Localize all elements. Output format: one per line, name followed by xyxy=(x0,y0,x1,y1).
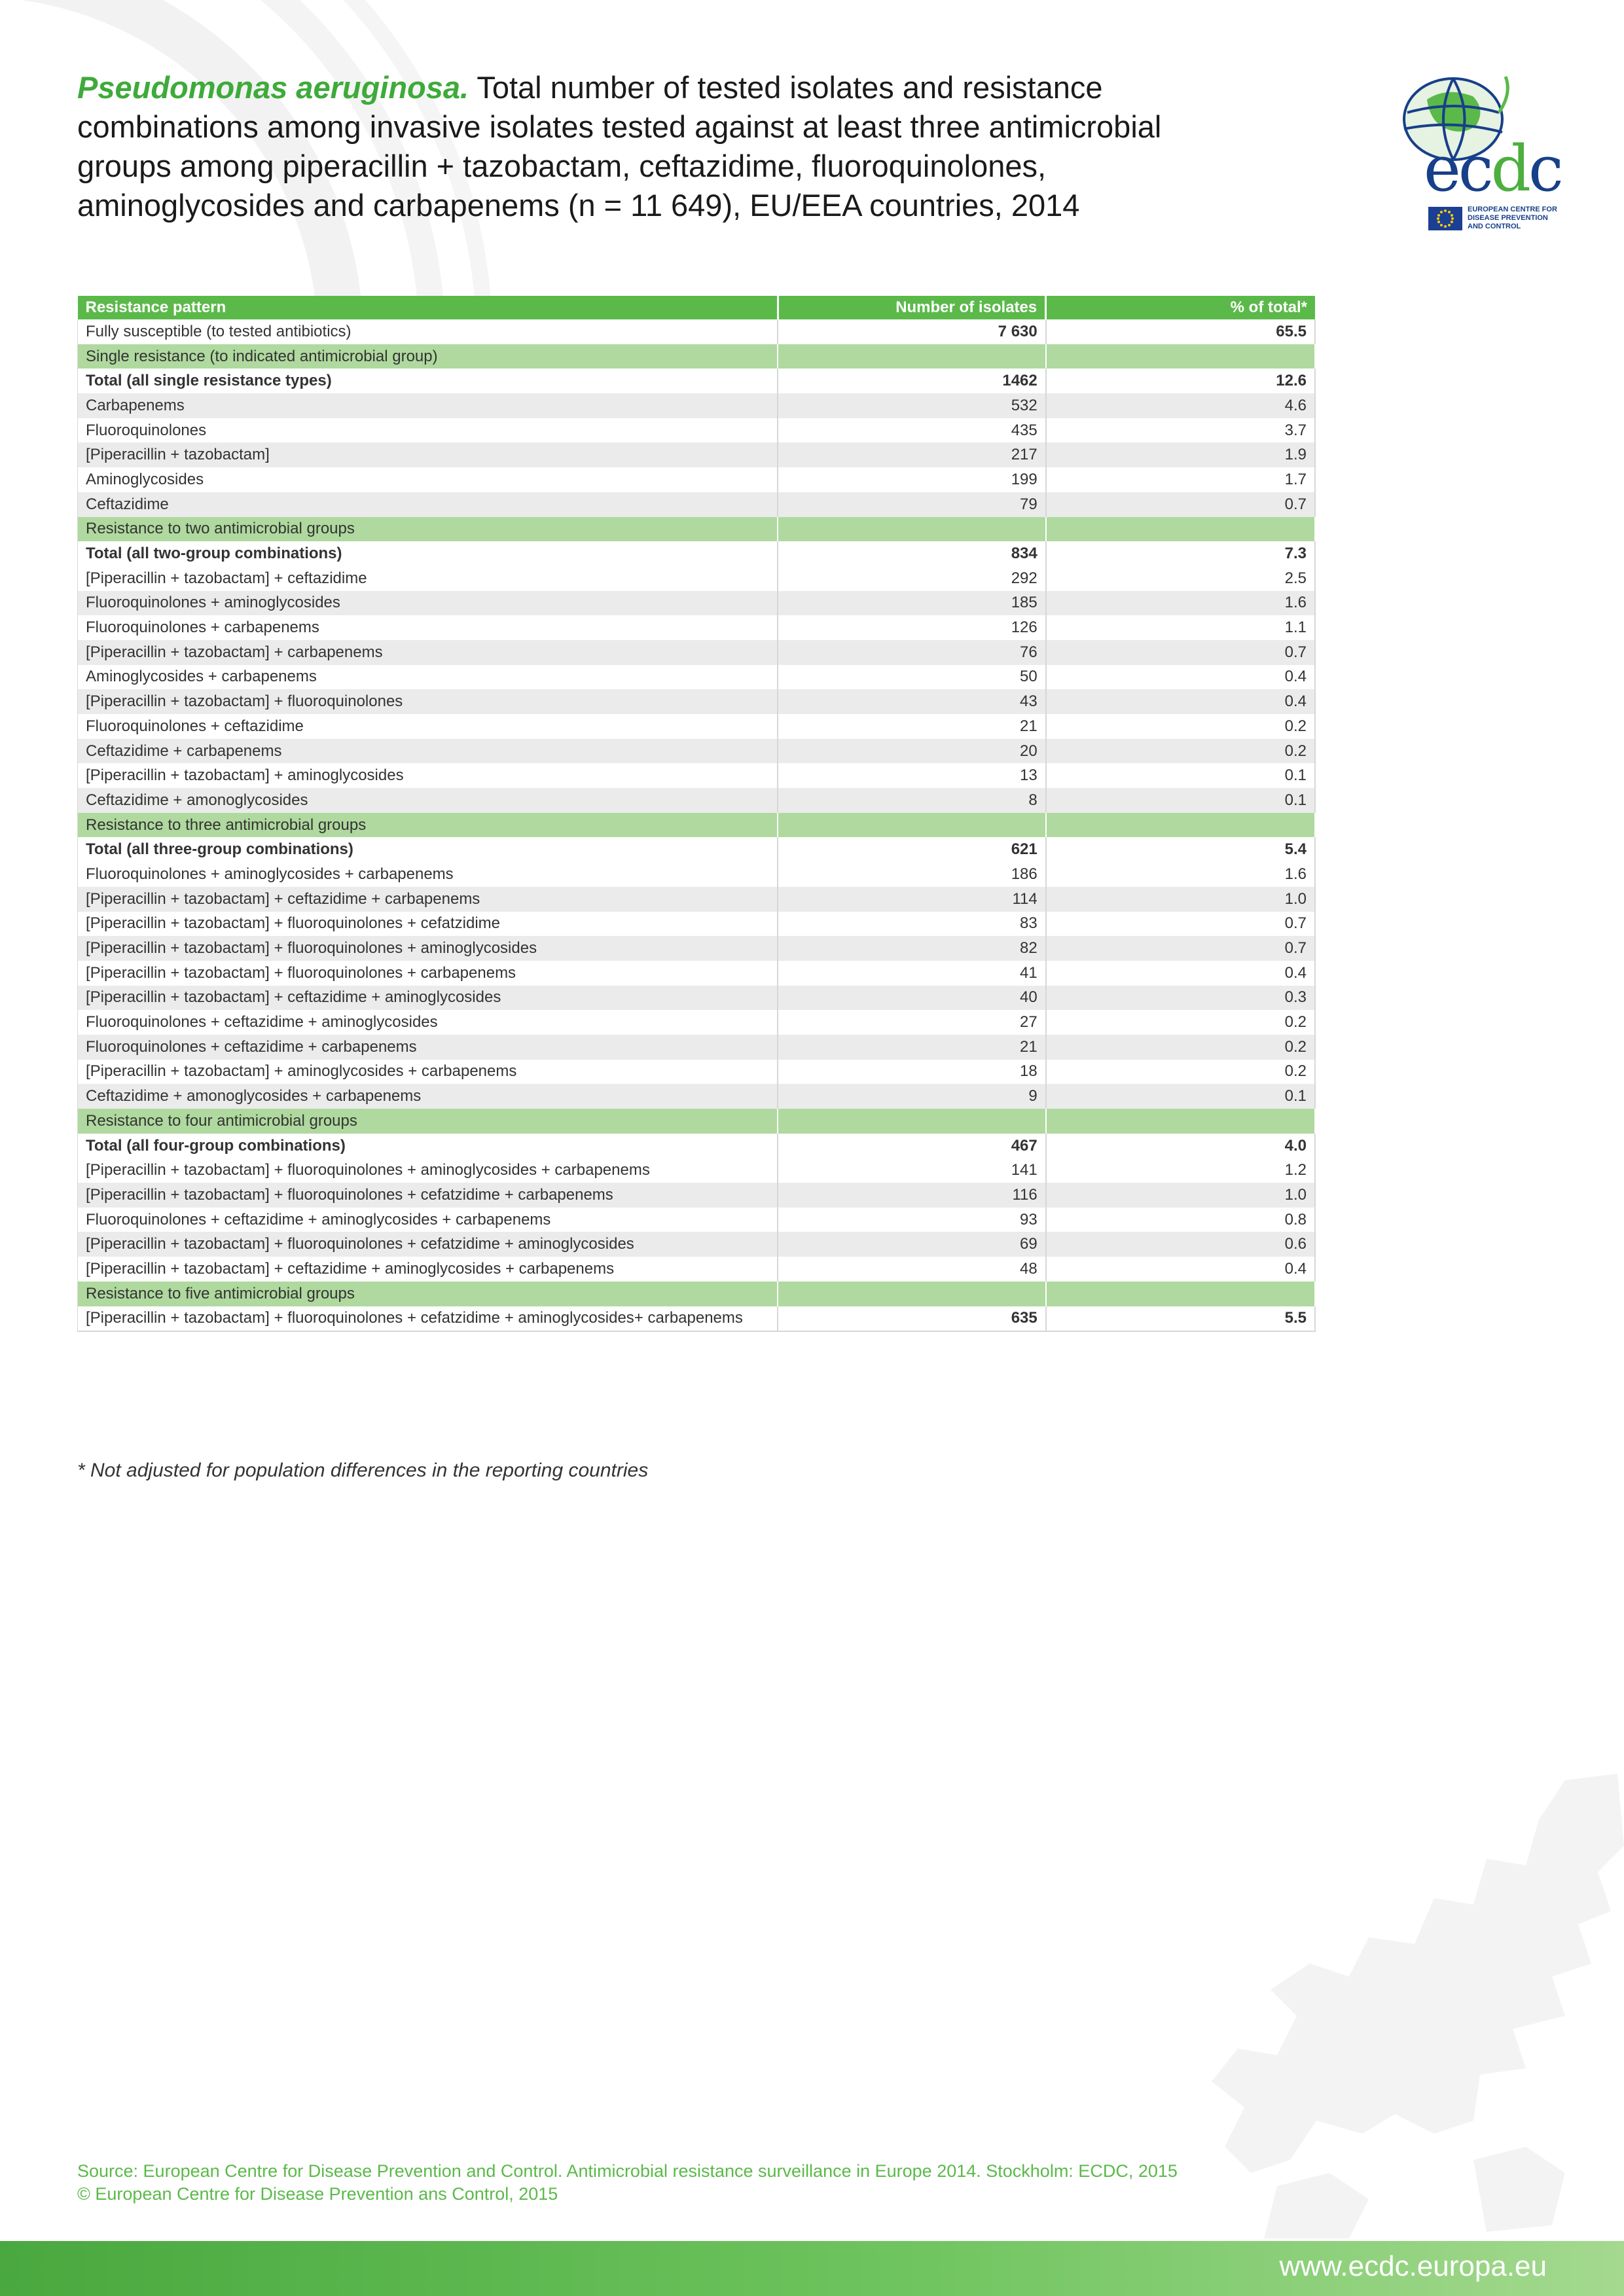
cell-percent-of-total: 0.7 xyxy=(1046,640,1315,665)
footnote: * Not adjusted for population differences in the reporting countries xyxy=(77,1460,649,1481)
cell-resistance-pattern: [Piperacillin + tazobactam] + aminoglycosides xyxy=(78,763,778,788)
cell-percent-of-total xyxy=(1046,344,1315,369)
cell-resistance-pattern: [Piperacillin + tazobactam] + aminoglycosides + carbapenems xyxy=(78,1060,778,1085)
cell-percent-of-total: 4.0 xyxy=(1046,1134,1315,1158)
table-row xyxy=(78,1084,1316,1109)
source-line: Source: European Centre for Disease Prevention and Control. Antimicrobial resistance surveillance in Europe 2014. Stockholm: ECDC, 2015 xyxy=(77,2161,1178,2181)
cell-resistance-pattern: Fluoroquinolones + aminoglycosides + carbapenems xyxy=(78,862,778,887)
cell-number-of-isolates: 8 xyxy=(778,788,1045,813)
cell-resistance-pattern: Aminoglycosides + carbapenems xyxy=(78,665,778,690)
cell-percent-of-total: 0.4 xyxy=(1046,665,1315,690)
table-row xyxy=(78,566,1316,591)
cell-percent-of-total: 65.5 xyxy=(1046,319,1315,344)
cell-percent-of-total xyxy=(1046,813,1315,838)
ecdc-wordmark: ecdc xyxy=(1424,132,1561,206)
cell-resistance-pattern: Resistance to four antimicrobial groups xyxy=(78,1109,778,1134)
ecdc-org-name: EUROPEAN CENTRE FOR DISEASE PREVENTION AND CONTROL xyxy=(1468,206,1557,230)
cell-number-of-isolates: 9 xyxy=(778,1084,1045,1109)
table-row xyxy=(78,961,1316,986)
table-row xyxy=(78,393,1316,418)
cell-resistance-pattern: Ceftazidime + amonoglycosides xyxy=(78,788,778,813)
table-row xyxy=(78,615,1316,640)
cell-percent-of-total: 5.5 xyxy=(1046,1306,1315,1332)
table-section-row xyxy=(78,1282,1316,1306)
table-row xyxy=(78,739,1316,764)
table-section-row xyxy=(78,813,1316,838)
cell-percent-of-total: 0.1 xyxy=(1046,788,1315,813)
footer-website-link[interactable]: www.ecdc.europa.eu xyxy=(1279,2250,1547,2282)
cell-number-of-isolates: 199 xyxy=(778,467,1045,492)
table-row xyxy=(78,1208,1316,1232)
cell-resistance-pattern: [Piperacillin + tazobactam] + ceftazidime + carbapenems xyxy=(78,887,778,912)
cell-resistance-pattern: Resistance to two antimicrobial groups xyxy=(78,517,778,542)
cell-percent-of-total: 0.6 xyxy=(1046,1232,1315,1257)
table-row xyxy=(78,1010,1316,1035)
table-row xyxy=(78,442,1316,467)
table-row xyxy=(78,1035,1316,1060)
cell-resistance-pattern: Fluoroquinolones + ceftazidime + aminoglycosides xyxy=(78,1010,778,1035)
cell-resistance-pattern: Ceftazidime + amonoglycosides + carbapenems xyxy=(78,1084,778,1109)
table-row xyxy=(78,986,1316,1011)
cell-resistance-pattern: [Piperacillin + tazobactam] + fluoroquinolones xyxy=(78,689,778,714)
cell-resistance-pattern: [Piperacillin + tazobactam] + ceftazidime + aminoglycosides xyxy=(78,986,778,1011)
cell-percent-of-total: 1.7 xyxy=(1046,467,1315,492)
cell-percent-of-total: 1.0 xyxy=(1046,1183,1315,1208)
cell-resistance-pattern: Fluoroquinolones + ceftazidime xyxy=(78,714,778,739)
cell-resistance-pattern: [Piperacillin + tazobactam] + fluoroquinolones + cefatzidime + aminoglycosides+ carbapenems xyxy=(78,1306,778,1332)
table-row xyxy=(78,418,1316,443)
cell-resistance-pattern: Total (all four-group combinations) xyxy=(78,1134,778,1158)
cell-number-of-isolates xyxy=(778,344,1045,369)
cell-number-of-isolates: 13 xyxy=(778,763,1045,788)
cell-percent-of-total: 4.6 xyxy=(1046,393,1315,418)
table-header-row xyxy=(78,296,1316,319)
cell-number-of-isolates: 40 xyxy=(778,986,1045,1011)
cell-number-of-isolates: 141 xyxy=(778,1158,1045,1183)
cell-percent-of-total: 0.2 xyxy=(1046,1060,1315,1085)
cell-number-of-isolates: 69 xyxy=(778,1232,1045,1257)
table-row xyxy=(78,887,1316,912)
cell-number-of-isolates xyxy=(778,1282,1045,1306)
cell-percent-of-total xyxy=(1046,517,1315,542)
cell-resistance-pattern: [Piperacillin + tazobactam] + ceftazidime + aminoglycosides + carbapenems xyxy=(78,1257,778,1282)
cell-percent-of-total: 2.5 xyxy=(1046,566,1315,591)
title-species: Pseudomonas aeruginosa. xyxy=(77,70,469,105)
table-row xyxy=(78,1306,1316,1332)
cell-resistance-pattern: Fluoroquinolones + ceftazidime + aminoglycosides + carbapenems xyxy=(78,1208,778,1232)
cell-resistance-pattern: [Piperacillin + tazobactam] + fluoroquinolones + carbapenems xyxy=(78,961,778,986)
cell-number-of-isolates: 50 xyxy=(778,665,1045,690)
cell-number-of-isolates: 76 xyxy=(778,640,1045,665)
cell-percent-of-total: 0.1 xyxy=(1046,1084,1315,1109)
table-row xyxy=(78,837,1316,862)
cell-number-of-isolates xyxy=(778,813,1045,838)
header-percent-of-total: % of total* xyxy=(1046,296,1315,319)
cell-percent-of-total: 5.4 xyxy=(1046,837,1315,862)
header-resistance-pattern: Resistance pattern xyxy=(78,296,778,319)
table-row xyxy=(78,714,1316,739)
cell-resistance-pattern: Resistance to three antimicrobial groups xyxy=(78,813,778,838)
cell-resistance-pattern: [Piperacillin + tazobactam] + fluoroquinolones + aminoglycosides xyxy=(78,936,778,961)
cell-resistance-pattern: Fully susceptible (to tested antibiotics) xyxy=(78,319,778,344)
cell-resistance-pattern: Fluoroquinolones + ceftazidime + carbapenems xyxy=(78,1035,778,1060)
cell-resistance-pattern: [Piperacillin + tazobactam] xyxy=(78,442,778,467)
cell-percent-of-total: 0.7 xyxy=(1046,492,1315,517)
cell-percent-of-total: 1.2 xyxy=(1046,1158,1315,1183)
cell-percent-of-total: 7.3 xyxy=(1046,541,1315,566)
cell-resistance-pattern: Fluoroquinolones + carbapenems xyxy=(78,615,778,640)
cell-percent-of-total: 0.4 xyxy=(1046,1257,1315,1282)
cell-number-of-isolates: 82 xyxy=(778,936,1045,961)
cell-number-of-isolates: 21 xyxy=(778,714,1045,739)
cell-percent-of-total xyxy=(1046,1109,1315,1134)
table-row xyxy=(78,1134,1316,1158)
cell-number-of-isolates: 621 xyxy=(778,837,1045,862)
cell-number-of-isolates: 116 xyxy=(778,1183,1045,1208)
cell-number-of-isolates: 185 xyxy=(778,591,1045,616)
cell-number-of-isolates: 292 xyxy=(778,566,1045,591)
cell-percent-of-total: 0.1 xyxy=(1046,763,1315,788)
cell-number-of-isolates: 435 xyxy=(778,418,1045,443)
cell-percent-of-total: 1.1 xyxy=(1046,615,1315,640)
cell-number-of-isolates: 186 xyxy=(778,862,1045,887)
ecdc-logo xyxy=(1388,73,1571,237)
cell-percent-of-total: 0.8 xyxy=(1046,1208,1315,1232)
cell-resistance-pattern: Ceftazidime + carbapenems xyxy=(78,739,778,764)
table-row xyxy=(78,591,1316,616)
table-row xyxy=(78,1257,1316,1282)
cell-number-of-isolates: 79 xyxy=(778,492,1045,517)
table-row xyxy=(78,763,1316,788)
cell-percent-of-total: 1.9 xyxy=(1046,442,1315,467)
cell-number-of-isolates: 48 xyxy=(778,1257,1045,1282)
cell-resistance-pattern: [Piperacillin + tazobactam] + ceftazidime xyxy=(78,566,778,591)
header-number-of-isolates: Number of isolates xyxy=(778,296,1045,319)
cell-number-of-isolates: 126 xyxy=(778,615,1045,640)
copyright-line: © European Centre for Disease Prevention ans Control, 2015 xyxy=(77,2184,558,2204)
cell-percent-of-total: 0.2 xyxy=(1046,1035,1315,1060)
cell-resistance-pattern: Total (all three-group combinations) xyxy=(78,837,778,862)
cell-number-of-isolates: 635 xyxy=(778,1306,1045,1332)
cell-percent-of-total: 3.7 xyxy=(1046,418,1315,443)
cell-resistance-pattern: [Piperacillin + tazobactam] + fluoroquinolones + cefatzidime xyxy=(78,912,778,937)
cell-number-of-isolates: 7 630 xyxy=(778,319,1045,344)
cell-resistance-pattern: Aminoglycosides xyxy=(78,467,778,492)
table-section-row xyxy=(78,517,1316,542)
cell-number-of-isolates: 20 xyxy=(778,739,1045,764)
cell-number-of-isolates: 93 xyxy=(778,1208,1045,1232)
cell-number-of-isolates: 43 xyxy=(778,689,1045,714)
table-row xyxy=(78,640,1316,665)
cell-resistance-pattern: Carbapenems xyxy=(78,393,778,418)
cell-percent-of-total: 0.4 xyxy=(1046,961,1315,986)
cell-percent-of-total: 0.4 xyxy=(1046,689,1315,714)
cell-number-of-isolates: 114 xyxy=(778,887,1045,912)
table-row xyxy=(78,689,1316,714)
table-section-row xyxy=(78,1109,1316,1134)
cell-number-of-isolates: 1462 xyxy=(778,368,1045,393)
cell-number-of-isolates: 217 xyxy=(778,442,1045,467)
cell-percent-of-total xyxy=(1046,1282,1315,1306)
cell-resistance-pattern: Fluoroquinolones + aminoglycosides xyxy=(78,591,778,616)
table-row xyxy=(78,1183,1316,1208)
cell-resistance-pattern: [Piperacillin + tazobactam] + fluoroquinolones + cefatzidime + carbapenems xyxy=(78,1183,778,1208)
page-title xyxy=(77,68,1255,225)
cell-resistance-pattern: Total (all single resistance types) xyxy=(78,368,778,393)
cell-percent-of-total: 0.7 xyxy=(1046,912,1315,937)
cell-resistance-pattern: [Piperacillin + tazobactam] + fluoroquinolones + cefatzidime + aminoglycosides xyxy=(78,1232,778,1257)
cell-resistance-pattern: Total (all two-group combinations) xyxy=(78,541,778,566)
table-row xyxy=(78,319,1316,344)
footer-bar xyxy=(0,2241,1624,2296)
cell-percent-of-total: 1.0 xyxy=(1046,887,1315,912)
table-row xyxy=(78,1232,1316,1257)
table-row xyxy=(78,665,1316,690)
resistance-table xyxy=(77,296,1316,1332)
eu-flag-icon xyxy=(1428,207,1462,230)
cell-number-of-isolates: 41 xyxy=(778,961,1045,986)
table-section-row xyxy=(78,344,1316,369)
cell-number-of-isolates: 834 xyxy=(778,541,1045,566)
cell-percent-of-total: 0.2 xyxy=(1046,714,1315,739)
cell-resistance-pattern: Single resistance (to indicated antimicrobial group) xyxy=(78,344,778,369)
table-row xyxy=(78,541,1316,566)
cell-number-of-isolates: 467 xyxy=(778,1134,1045,1158)
cell-number-of-isolates: 532 xyxy=(778,393,1045,418)
table-row xyxy=(78,788,1316,813)
table-body xyxy=(78,319,1316,1331)
cell-percent-of-total: 12.6 xyxy=(1046,368,1315,393)
table-row xyxy=(78,467,1316,492)
table-row xyxy=(78,368,1316,393)
cell-percent-of-total: 1.6 xyxy=(1046,591,1315,616)
title-description: Total number of tested isolates and resistance combinations among invasive isolates tested against at least three antimicrobial groups among piperacillin + tazobactam, ceftazidime, fluoroquinolones, aminoglycosides and carbapenems (n = 11 649), EU/EEA countries, 2014 xyxy=(77,70,1162,223)
table-row xyxy=(78,492,1316,517)
cell-resistance-pattern: Fluoroquinolones xyxy=(78,418,778,443)
cell-number-of-isolates xyxy=(778,1109,1045,1134)
table-row xyxy=(78,936,1316,961)
cell-percent-of-total: 0.3 xyxy=(1046,986,1315,1011)
cell-percent-of-total: 0.2 xyxy=(1046,1010,1315,1035)
cell-number-of-isolates: 83 xyxy=(778,912,1045,937)
table-row xyxy=(78,1060,1316,1085)
cell-number-of-isolates: 27 xyxy=(778,1010,1045,1035)
table-row xyxy=(78,862,1316,887)
cell-resistance-pattern: Ceftazidime xyxy=(78,492,778,517)
cell-number-of-isolates xyxy=(778,517,1045,542)
europe-map-decoration xyxy=(1199,1767,1624,2238)
table-row xyxy=(78,1158,1316,1183)
table-row xyxy=(78,912,1316,937)
cell-percent-of-total: 0.2 xyxy=(1046,739,1315,764)
cell-number-of-isolates: 18 xyxy=(778,1060,1045,1085)
cell-number-of-isolates: 21 xyxy=(778,1035,1045,1060)
cell-resistance-pattern: Resistance to five antimicrobial groups xyxy=(78,1282,778,1306)
cell-percent-of-total: 0.7 xyxy=(1046,936,1315,961)
cell-resistance-pattern: [Piperacillin + tazobactam] + carbapenems xyxy=(78,640,778,665)
cell-resistance-pattern: [Piperacillin + tazobactam] + fluoroquinolones + aminoglycosides + carbapenems xyxy=(78,1158,778,1183)
cell-percent-of-total: 1.6 xyxy=(1046,862,1315,887)
source-citation xyxy=(77,2160,1178,2206)
